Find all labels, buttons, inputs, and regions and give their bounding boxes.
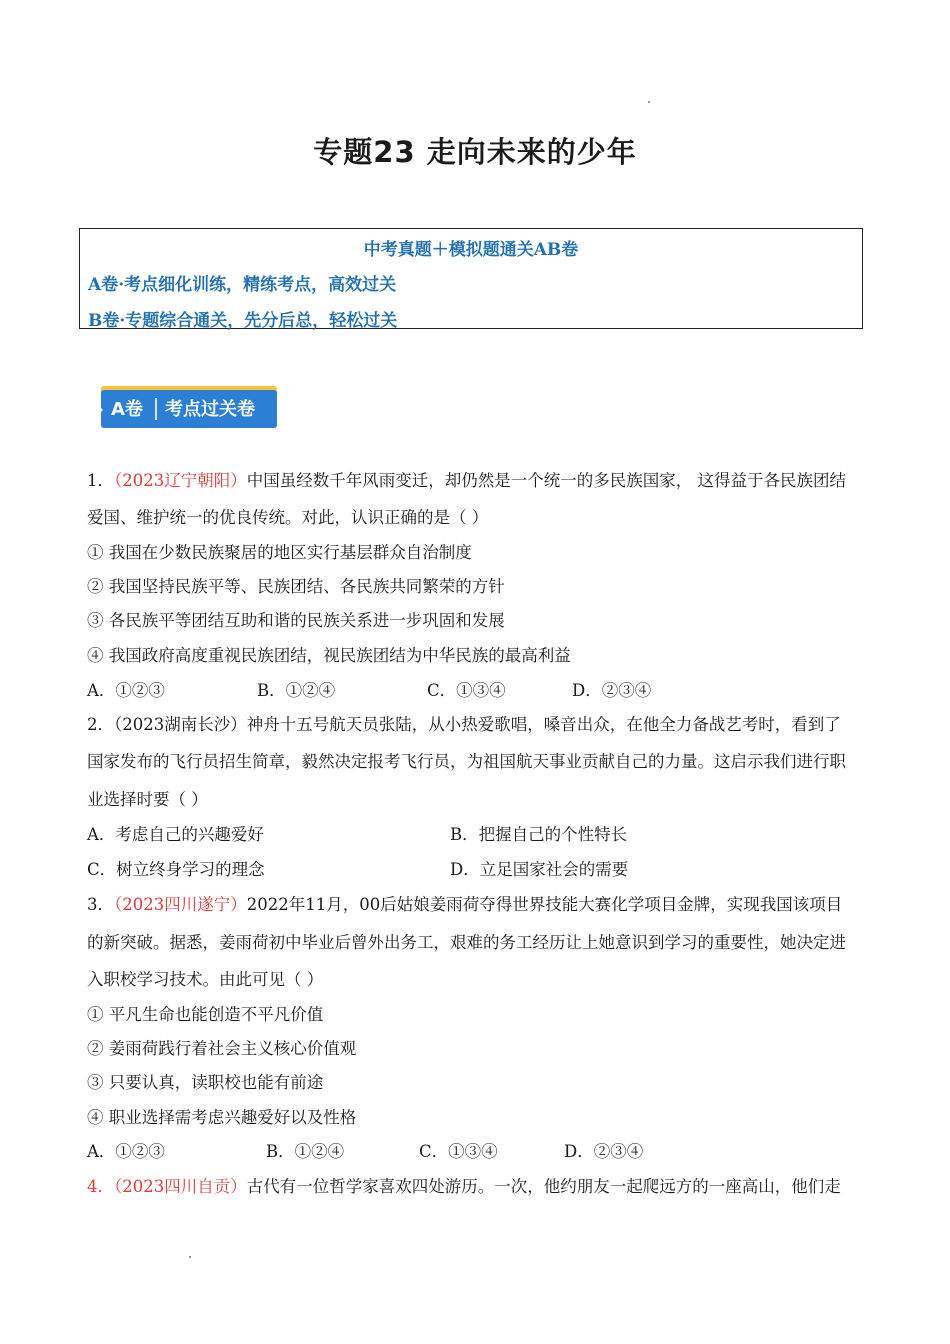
q3-option-b[interactable]: B．①②④ <box>266 1142 345 1161</box>
q2-line2: 国家发布的飞行员招生简章，毅然决定报考飞行员，为祖国航天事业贡献自己的力量。这启示我们进行职 <box>87 752 846 771</box>
banner-label-b: 考点过关卷 <box>165 399 255 420</box>
q3-source: （2023四川遂宁） <box>114 895 247 914</box>
q2-source: （2023湖南长沙） <box>114 715 247 734</box>
q3-line1 <box>87 891 842 915</box>
q1-item: ② 我国坚持民族平等、民族团结、各民族共同繁荣的方针 <box>87 577 505 596</box>
q3-option-c[interactable]: C．①③④ <box>419 1142 498 1161</box>
q1-item: ④ 我国政府高度重视民族团结，视民族团结为中华民族的最高利益 <box>87 646 571 665</box>
q1-option-d[interactable]: D．②③④ <box>572 681 652 700</box>
q2-line3: 业选择时要（ ） <box>87 790 208 809</box>
page-speck <box>189 1256 191 1258</box>
q1-line2: 爱国、维护统一的优良传统。对此，认识正确的是（ ） <box>87 508 489 527</box>
q4-source: （2023四川自贡） <box>114 1177 247 1196</box>
q1-source: （2023辽宁朝阳） <box>114 471 247 490</box>
q2-option-d[interactable]: D．立足国家社会的需要 <box>450 860 629 879</box>
section-banner <box>95 386 280 432</box>
q4-stem: 古代有一位哲学家喜欢四处游历。一次，他约朋友一起爬远方的一座高山，他们走 <box>246 1177 841 1196</box>
q1-number: 1． <box>87 471 114 490</box>
q3-option-d[interactable]: D．②③④ <box>564 1142 644 1161</box>
q2-stem: 神舟十五号航天员张陆，从小热爱歌唱，嗓音出众，在他全力备战艺考时，看到了 <box>246 715 841 734</box>
q1-option-a[interactable]: A．①②③ <box>87 681 165 700</box>
q3-item: ④ 职业选择需考虑兴趣爱好以及性格 <box>87 1108 357 1127</box>
info-box-line-b: B卷·专题综合通关，先分后总，轻松过关 <box>88 311 398 331</box>
q2-number: 2． <box>87 715 114 734</box>
q1-option-b[interactable]: B．①②④ <box>257 681 336 700</box>
q2-option-c[interactable]: C．树立终身学习的理念 <box>87 860 265 879</box>
q3-number: 3． <box>87 895 114 914</box>
q3-item: ③ 只要认真，读职校也能有前途 <box>87 1073 324 1092</box>
q1-item: ① 我国在少数民族聚居的地区实行基层群众自治制度 <box>87 543 472 562</box>
page-speck <box>648 101 650 103</box>
info-box-heading: 中考真题＋模拟题通关AB卷 <box>363 240 579 260</box>
q1-option-c[interactable]: C．①③④ <box>427 681 506 700</box>
q1-item: ③ 各民族平等团结互助和谐的民族关系进一步巩固和发展 <box>87 611 505 630</box>
q4-number: 4． <box>87 1177 114 1196</box>
q2-option-a[interactable]: A．考虑自己的兴趣爱好 <box>87 825 264 844</box>
q2-option-b[interactable]: B．把握自己的个性特长 <box>450 825 628 844</box>
banner-divider <box>155 398 157 420</box>
banner-notch <box>95 402 103 418</box>
q3-item: ② 姜雨荷践行着社会主义核心价值观 <box>87 1039 357 1058</box>
q2-line1 <box>87 711 841 735</box>
q3-item: ① 平凡生命也能创造不平凡价值 <box>87 1005 324 1024</box>
q4-line1 <box>87 1173 841 1197</box>
q3-option-a[interactable]: A．①②③ <box>87 1142 165 1161</box>
banner-label-a: A卷 <box>111 399 143 420</box>
info-box-line-a: A卷·考点细化训练，精练考点，高效过关 <box>88 275 397 295</box>
q1-stem: 中国虽经数千年风雨变迁，却仍然是一个统一的多民族国家， 这得益于各民族团结 <box>246 471 846 490</box>
q3-line2: 的新突破。据悉，姜雨荷初中毕业后曾外出务工，艰难的务工经历让上她意识到学习的重要性，她决定进 <box>87 933 846 952</box>
info-box <box>79 228 863 329</box>
q1-line1 <box>87 467 846 491</box>
q3-stem: 2022年11月，00后姑娘姜雨荷夺得世界技能大赛化学项目金牌，实现我国该项目 <box>246 895 843 914</box>
q3-line3: 入职校学习技术。由此可见（ ） <box>87 970 324 989</box>
page-title: 专题23 走向未来的少年 <box>313 135 637 169</box>
